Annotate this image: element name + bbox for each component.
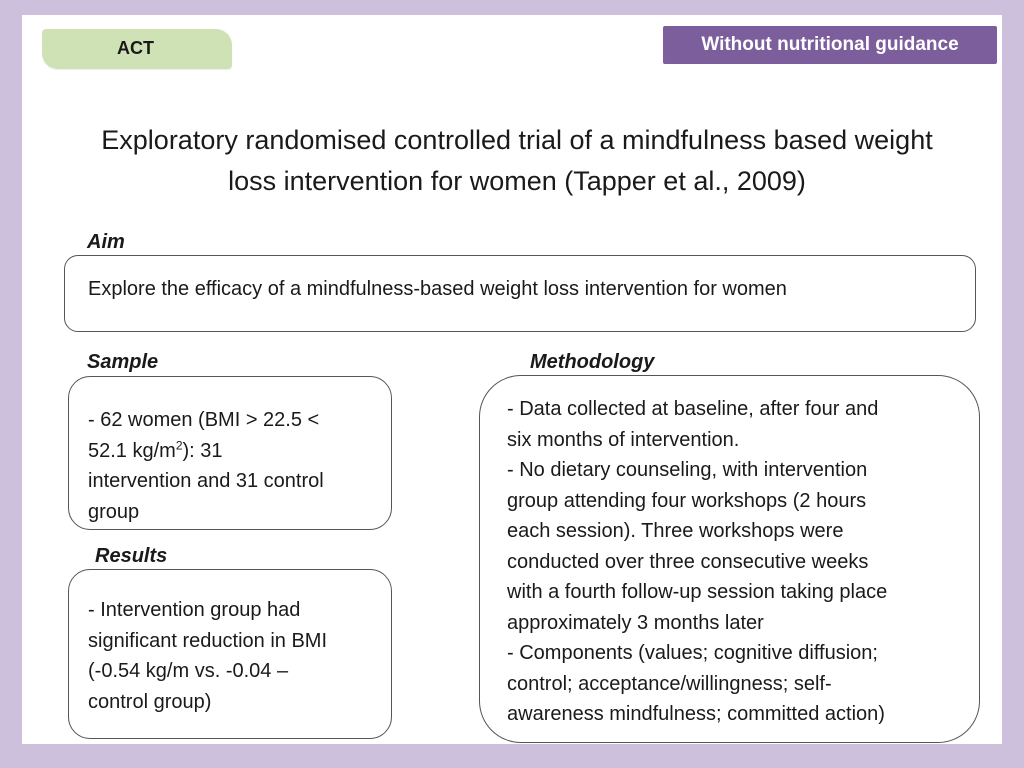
sample-line-3: intervention and 31 control [88, 470, 324, 492]
act-tag-label: ACT [117, 38, 154, 58]
title-line-2: loss intervention for women (Tapper et al., 2009) [228, 166, 806, 196]
methodology-line: six months of intervention. [507, 428, 740, 451]
sample-line-2 [88, 436, 381, 467]
slide-title [22, 120, 1012, 202]
methodology-box [479, 375, 980, 743]
aim-text: Explore the efficacy of a mindfulness-based weight loss intervention for women [88, 278, 787, 300]
results-box [68, 569, 392, 739]
aim-heading: Aim [87, 231, 125, 253]
slide [22, 15, 1002, 744]
results-line: (-0.54 kg/m vs. -0.04 – [88, 660, 289, 682]
sample-line-4: group [88, 500, 140, 523]
methodology-line: group attending four workshops (2 hours [507, 489, 867, 512]
guidance-tag: Without nutritional guidance [663, 26, 997, 64]
methodology-line: control; acceptance/willingness; self- [507, 672, 832, 695]
methodology-line: - No dietary counseling, with intervention [507, 459, 868, 481]
sample-superscript: 2 [175, 437, 183, 452]
sample-line-1: - 62 women (BMI > 22.5 < [88, 409, 320, 431]
results-heading: Results [95, 545, 168, 567]
act-tag [42, 29, 232, 69]
methodology-heading: Methodology [530, 351, 655, 373]
results-line: - Intervention group had [88, 599, 301, 621]
methodology-line: - Data collected at baseline, after four and [507, 398, 879, 420]
aim-box [64, 255, 976, 332]
methodology-line: approximately 3 months later [507, 611, 764, 634]
methodology-line: with a fourth follow-up session taking place [507, 581, 888, 603]
methodology-line: conducted over three consecutive weeks [507, 550, 869, 573]
sample-bmi-unit: 52.1 kg/m [88, 439, 176, 462]
results-line: control group) [88, 690, 212, 713]
sample-heading: Sample [87, 351, 159, 373]
methodology-line: awareness mindfulness; committed action) [507, 703, 885, 725]
methodology-line: - Components (values; cognitive diffusion; [507, 642, 878, 664]
sample-count: ): 31 [182, 439, 223, 462]
results-line: significant reduction in BMI [88, 629, 328, 652]
sample-box [68, 376, 392, 530]
title-line-1: Exploratory randomised controlled trial of a mindfulness based weight [101, 125, 933, 155]
methodology-line: each session). Three workshops were [507, 520, 844, 542]
